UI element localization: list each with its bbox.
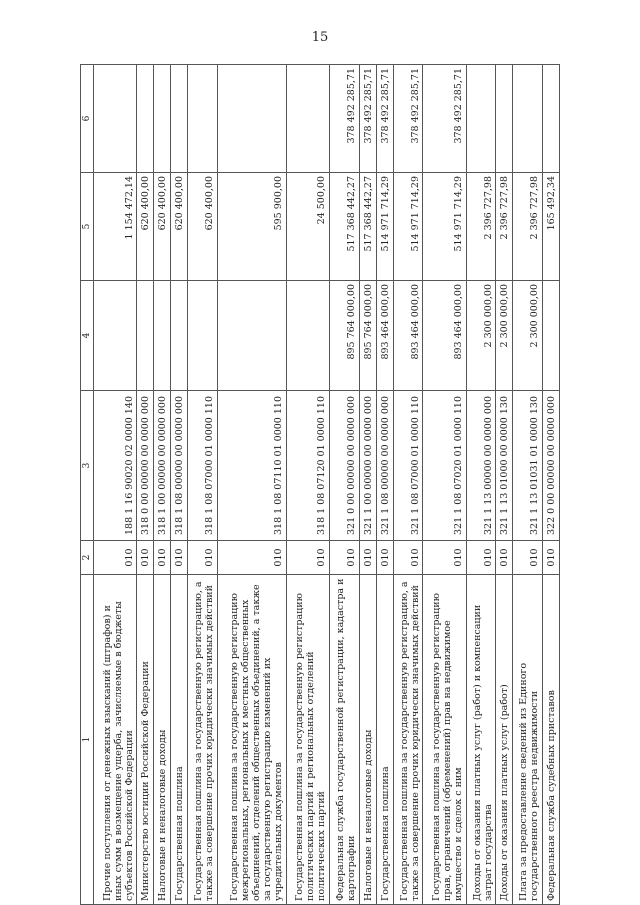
row-col4-value: 893 464 000,00: [423, 281, 466, 391]
row-col4-value: 2 300 000,00: [466, 281, 496, 391]
row-col4-value: [217, 281, 286, 391]
row-line-code: 010: [137, 541, 154, 575]
row-col5-value: 2 396 727,98: [466, 173, 496, 281]
row-budget-code: 318 1 08 07000 01 0000 110: [187, 391, 217, 541]
row-budget-code: 318 1 08 07120 01 0000 110: [287, 391, 330, 541]
table-row: [513, 65, 543, 905]
header-cell: 5: [81, 173, 94, 281]
row-col6-value: [154, 65, 171, 173]
row-name: Государственная пошлина: [376, 575, 393, 905]
row-budget-code: 321 1 13 01000 00 0000 130: [496, 391, 513, 541]
row-col6-value: [496, 65, 513, 173]
row-name: Плата за предоставление сведений из Единого государственного реестра недвижимости: [513, 575, 543, 905]
table-row: [137, 65, 154, 905]
row-budget-code: 321 1 13 01031 01 0000 130: [513, 391, 543, 541]
table-row: [217, 65, 286, 905]
row-line-code: 010: [94, 541, 137, 575]
row-col6-value: [287, 65, 330, 173]
row-budget-code: 321 1 08 07020 01 0000 110: [423, 391, 466, 541]
header-row: [81, 65, 94, 905]
row-col5-value: 595 900,00: [217, 173, 286, 281]
row-col4-value: 893 464 000,00: [393, 281, 423, 391]
row-name: Министерство юстиции Российской Федерации: [137, 575, 154, 905]
row-budget-code: 318 1 08 00000 00 0000 000: [170, 391, 187, 541]
row-line-code: 010: [170, 541, 187, 575]
row-budget-code: 188 1 16 90020 02 0000 140: [94, 391, 137, 541]
row-col4-value: [187, 281, 217, 391]
row-col6-value: [94, 65, 137, 173]
header-cell: 4: [81, 281, 94, 391]
table-row: [393, 65, 423, 905]
table-row: [466, 65, 496, 905]
row-line-code: 010: [217, 541, 286, 575]
row-col6-value: [513, 65, 543, 173]
row-col5-value: 517 368 442,27: [360, 173, 377, 281]
row-budget-code: 321 0 00 00000 00 0000 000: [330, 391, 360, 541]
row-col6-value: 378 492 285,71: [423, 65, 466, 173]
row-line-code: 010: [187, 541, 217, 575]
row-col6-value: [543, 65, 560, 173]
row-budget-code: 321 1 08 00000 00 0000 000: [376, 391, 393, 541]
row-line-code: 010: [466, 541, 496, 575]
row-col5-value: 165 492,34: [543, 173, 560, 281]
table-row: [423, 65, 466, 905]
row-col6-value: 378 492 285,71: [330, 65, 360, 173]
row-name: Государственная пошлина за государственную регистрацию политических партий и региональных отделений политических партий: [287, 575, 330, 905]
row-col5-value: 2 396 727,98: [513, 173, 543, 281]
row-budget-code: 318 0 00 00000 00 0000 000: [137, 391, 154, 541]
row-name: Федеральная служба судебных приставов: [543, 575, 560, 905]
row-col4-value: [287, 281, 330, 391]
row-budget-code: 321 1 08 07000 01 0000 110: [393, 391, 423, 541]
row-name: Государственная пошлина за государственную регистрацию прав, ограничений (обременений) прав на недвижимое имущество и сделок с ним: [423, 575, 466, 905]
row-col4-value: 895 764 000,00: [360, 281, 377, 391]
row-col6-value: [170, 65, 187, 173]
rotated-table-container: [80, 65, 560, 905]
table-row: [376, 65, 393, 905]
row-col4-value: [170, 281, 187, 391]
table-row: [496, 65, 513, 905]
table-row: [187, 65, 217, 905]
row-col4-value: [94, 281, 137, 391]
row-col4-value: [137, 281, 154, 391]
table-row: [330, 65, 360, 905]
page-number: 15: [311, 30, 329, 45]
row-line-code: 010: [393, 541, 423, 575]
table-row: [94, 65, 137, 905]
row-name: Федеральная служба государственной регистрации, кадастра и картографии: [330, 575, 360, 905]
header-cell: 1: [81, 575, 94, 905]
row-budget-code: 318 1 08 07110 01 0000 110: [217, 391, 286, 541]
row-line-code: 010: [360, 541, 377, 575]
row-name: Государственная пошлина: [170, 575, 187, 905]
table-row: [360, 65, 377, 905]
row-col6-value: [466, 65, 496, 173]
row-col4-value: 895 764 000,00: [330, 281, 360, 391]
income-table: [80, 64, 560, 905]
row-line-code: 010: [496, 541, 513, 575]
row-col6-value: 378 492 285,71: [376, 65, 393, 173]
row-line-code: 010: [376, 541, 393, 575]
row-col4-value: [154, 281, 171, 391]
row-name: Государственная пошлина за государственную регистрацию, а также за совершение прочих юридически значимых действий: [393, 575, 423, 905]
row-name: Налоговые и неналоговые доходы: [154, 575, 171, 905]
row-col6-value: [137, 65, 154, 173]
table-row: [543, 65, 560, 905]
row-name: Доходы от оказания платных услуг (работ): [496, 575, 513, 905]
table-row: [170, 65, 187, 905]
row-col5-value: 620 400,00: [187, 173, 217, 281]
row-col5-value: 514 971 714,29: [423, 173, 466, 281]
row-name: Доходы от оказания платных услуг (работ) и компенсации затрат государства: [466, 575, 496, 905]
row-budget-code: 321 1 00 00000 00 0000 000: [360, 391, 377, 541]
row-col5-value: 2 396 727,98: [496, 173, 513, 281]
row-col6-value: [187, 65, 217, 173]
row-col5-value: 620 400,00: [154, 173, 171, 281]
row-line-code: 010: [543, 541, 560, 575]
row-col5-value: 514 971 714,29: [393, 173, 423, 281]
row-col5-value: 517 368 442,27: [330, 173, 360, 281]
row-col4-value: 893 464 000,00: [376, 281, 393, 391]
table-row: [287, 65, 330, 905]
row-line-code: 010: [423, 541, 466, 575]
row-budget-code: 322 0 00 00000 00 0000 000: [543, 391, 560, 541]
row-col6-value: [217, 65, 286, 173]
row-col5-value: 24 500,00: [287, 173, 330, 281]
row-col6-value: 378 492 285,71: [360, 65, 377, 173]
table-row: [154, 65, 171, 905]
row-name: Налоговые и неналоговые доходы: [360, 575, 377, 905]
row-col5-value: 1 154 472,14: [94, 173, 137, 281]
header-cell: 3: [81, 391, 94, 541]
row-name: Прочие поступления от денежных взысканий (штрафов) и иных сумм в возмещение ущерба, зачисляемые в бюджеты субъектов Российской Федерации: [94, 575, 137, 905]
row-line-code: 010: [154, 541, 171, 575]
row-col6-value: 378 492 285,71: [393, 65, 423, 173]
row-line-code: 010: [287, 541, 330, 575]
row-col4-value: [543, 281, 560, 391]
row-col5-value: 514 971 714,29: [376, 173, 393, 281]
header-cell: 2: [81, 541, 94, 575]
row-col5-value: 620 400,00: [170, 173, 187, 281]
row-line-code: 010: [513, 541, 543, 575]
row-budget-code: 321 1 13 00000 00 0000 000: [466, 391, 496, 541]
row-budget-code: 318 1 00 00000 00 0000 000: [154, 391, 171, 541]
row-name: Государственная пошлина за государственную регистрацию межрегиональных, региональных и местных общественных объединений, отделений общественных объединений, а также за государственную регистрацию изменений их учредительных документов: [217, 575, 286, 905]
row-col4-value: 2 300 000,00: [513, 281, 543, 391]
row-col5-value: 620 400,00: [137, 173, 154, 281]
row-line-code: 010: [330, 541, 360, 575]
header-cell: 6: [81, 65, 94, 173]
row-col4-value: 2 300 000,00: [496, 281, 513, 391]
row-name: Государственная пошлина за государственную регистрацию, а также за совершение прочих юридически значимых действий: [187, 575, 217, 905]
